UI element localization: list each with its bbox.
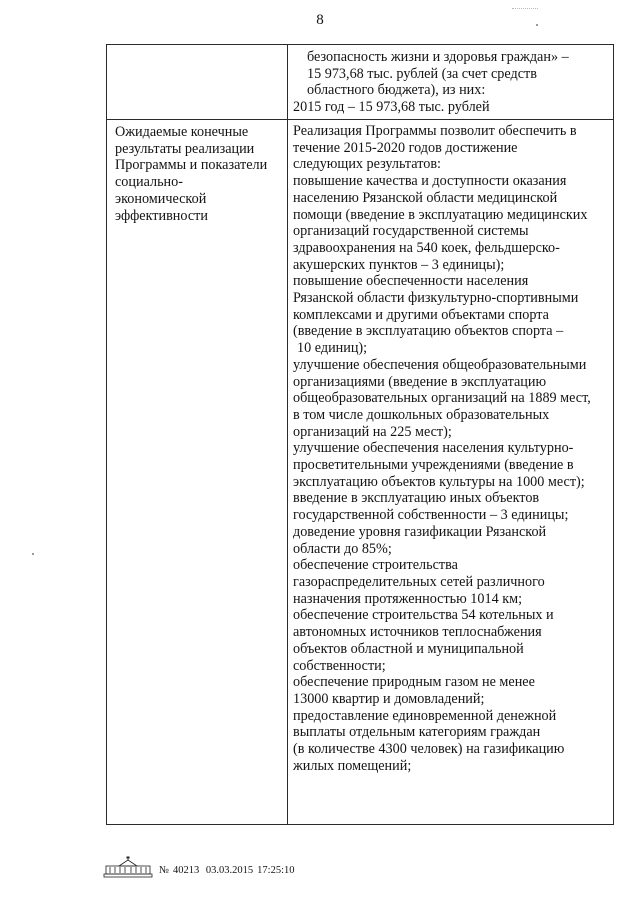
text-line: организаций на 225 мест); bbox=[293, 423, 452, 440]
text-line: обеспечение природным газом не менее bbox=[293, 674, 535, 691]
text-line: эксплуатацию объектов культуры на 1000 мест); bbox=[293, 473, 585, 490]
registration-date: 03.03.2015 bbox=[205, 865, 254, 876]
text-line: просветительными учреждениями (введение в bbox=[293, 457, 574, 474]
text-line: области до 85%; bbox=[293, 540, 392, 557]
table-row bbox=[107, 45, 614, 120]
text-line: течение 2015-2020 годов достижение bbox=[293, 139, 518, 156]
text-line: Рязанской области физкультурно-спортивными bbox=[293, 290, 579, 307]
text-line: 15 973,68 тыс. рублей (за счет средств bbox=[307, 65, 537, 82]
text-line: населению Рязанской области медицинской bbox=[293, 189, 558, 206]
number-sign: № bbox=[159, 865, 170, 876]
document-number: 40213 bbox=[173, 865, 200, 876]
text-line: 13000 квартир и домовладений; bbox=[293, 690, 485, 707]
text-line: жилых помещений; bbox=[293, 757, 412, 774]
registration-footer bbox=[103, 856, 363, 882]
text-line: помощи (введение в эксплуатацию медицинских bbox=[293, 206, 588, 223]
text-line: (в количестве 4300 человек) на газификацию bbox=[293, 741, 565, 758]
registration-time: 17:25:10 bbox=[257, 865, 295, 876]
row-heading-cell bbox=[107, 120, 288, 825]
text-line: комплексами и другими объектами спорта bbox=[293, 306, 549, 323]
scan-artifact-dot bbox=[536, 24, 538, 26]
row-heading-line: Ожидаемые конечные bbox=[115, 124, 249, 140]
text-line: введение в эксплуатацию иных объектов bbox=[293, 490, 540, 507]
funding-cell bbox=[288, 45, 614, 120]
program-passport-table bbox=[106, 44, 614, 825]
text-line: организаций государственной системы bbox=[293, 223, 529, 240]
page-number: 8 bbox=[316, 12, 324, 28]
row-heading-line: эффективности bbox=[115, 207, 208, 224]
text-line: (введение в эксплуатацию объектов спорта – bbox=[293, 323, 564, 340]
row-heading-line: Программы и показатели bbox=[115, 157, 268, 174]
registration-stamp bbox=[159, 865, 299, 876]
text-line: предоставление единовременной денежной bbox=[293, 707, 557, 724]
text-line: доведение уровня газификации Рязанской bbox=[293, 523, 547, 540]
text-line: областного бюджета), из них: bbox=[307, 82, 486, 99]
text-line: акушерских пунктов – 3 единицы); bbox=[293, 256, 505, 273]
text-line: выплаты отдельным категориям граждан bbox=[293, 724, 541, 741]
text-line: Реализация Программы позволит обеспечить в bbox=[293, 123, 577, 139]
government-building-seal-icon bbox=[103, 856, 153, 878]
text-line: собственности; bbox=[293, 657, 386, 674]
text-line: 10 единиц); bbox=[297, 340, 368, 357]
text-line: обеспечение строительства 54 котельных и bbox=[293, 607, 554, 624]
text-line: повышение обеспеченности населения bbox=[293, 273, 529, 290]
row-heading-line: экономической bbox=[115, 190, 207, 207]
text-line: улучшение обеспечения общеобразовательными bbox=[293, 356, 587, 373]
text-line: назначения протяженностью 1014 км; bbox=[293, 590, 523, 607]
text-line: объектов областной и муниципальной bbox=[293, 640, 524, 657]
row-heading-line: результаты реализации bbox=[115, 140, 255, 157]
text-line: газораспределительных сетей различного bbox=[293, 573, 545, 590]
text-line: улучшение обеспечения населения культурно- bbox=[293, 440, 574, 457]
text-line: 2015 год – 15 973,68 тыс. рублей bbox=[293, 99, 490, 116]
text-line: безопасность жизни и здоровья граждан» – bbox=[307, 49, 569, 65]
scan-artifact-dot bbox=[32, 553, 34, 555]
table-row bbox=[107, 120, 614, 825]
text-line: обеспечение строительства bbox=[293, 557, 458, 574]
scan-artifact bbox=[512, 8, 538, 11]
text-line: повышение качества и доступности оказания bbox=[293, 173, 567, 190]
text-line: общеобразовательных организаций на 1889 мест, bbox=[293, 390, 591, 407]
expected-results-cell bbox=[288, 120, 614, 825]
text-line: здравоохранения на 540 коек, фельдшерско- bbox=[293, 239, 560, 256]
text-line: в том числе дошкольных образовательных bbox=[293, 406, 550, 423]
table-cell-empty bbox=[107, 45, 288, 120]
row-heading-line: социально- bbox=[115, 174, 183, 191]
text-line: организациями (введение в эксплуатацию bbox=[293, 373, 547, 390]
text-line: государственной собственности – 3 единицы; bbox=[293, 507, 569, 524]
text-line: следующих результатов: bbox=[293, 156, 441, 173]
text-line: автономных источников теплоснабжения bbox=[293, 624, 542, 641]
